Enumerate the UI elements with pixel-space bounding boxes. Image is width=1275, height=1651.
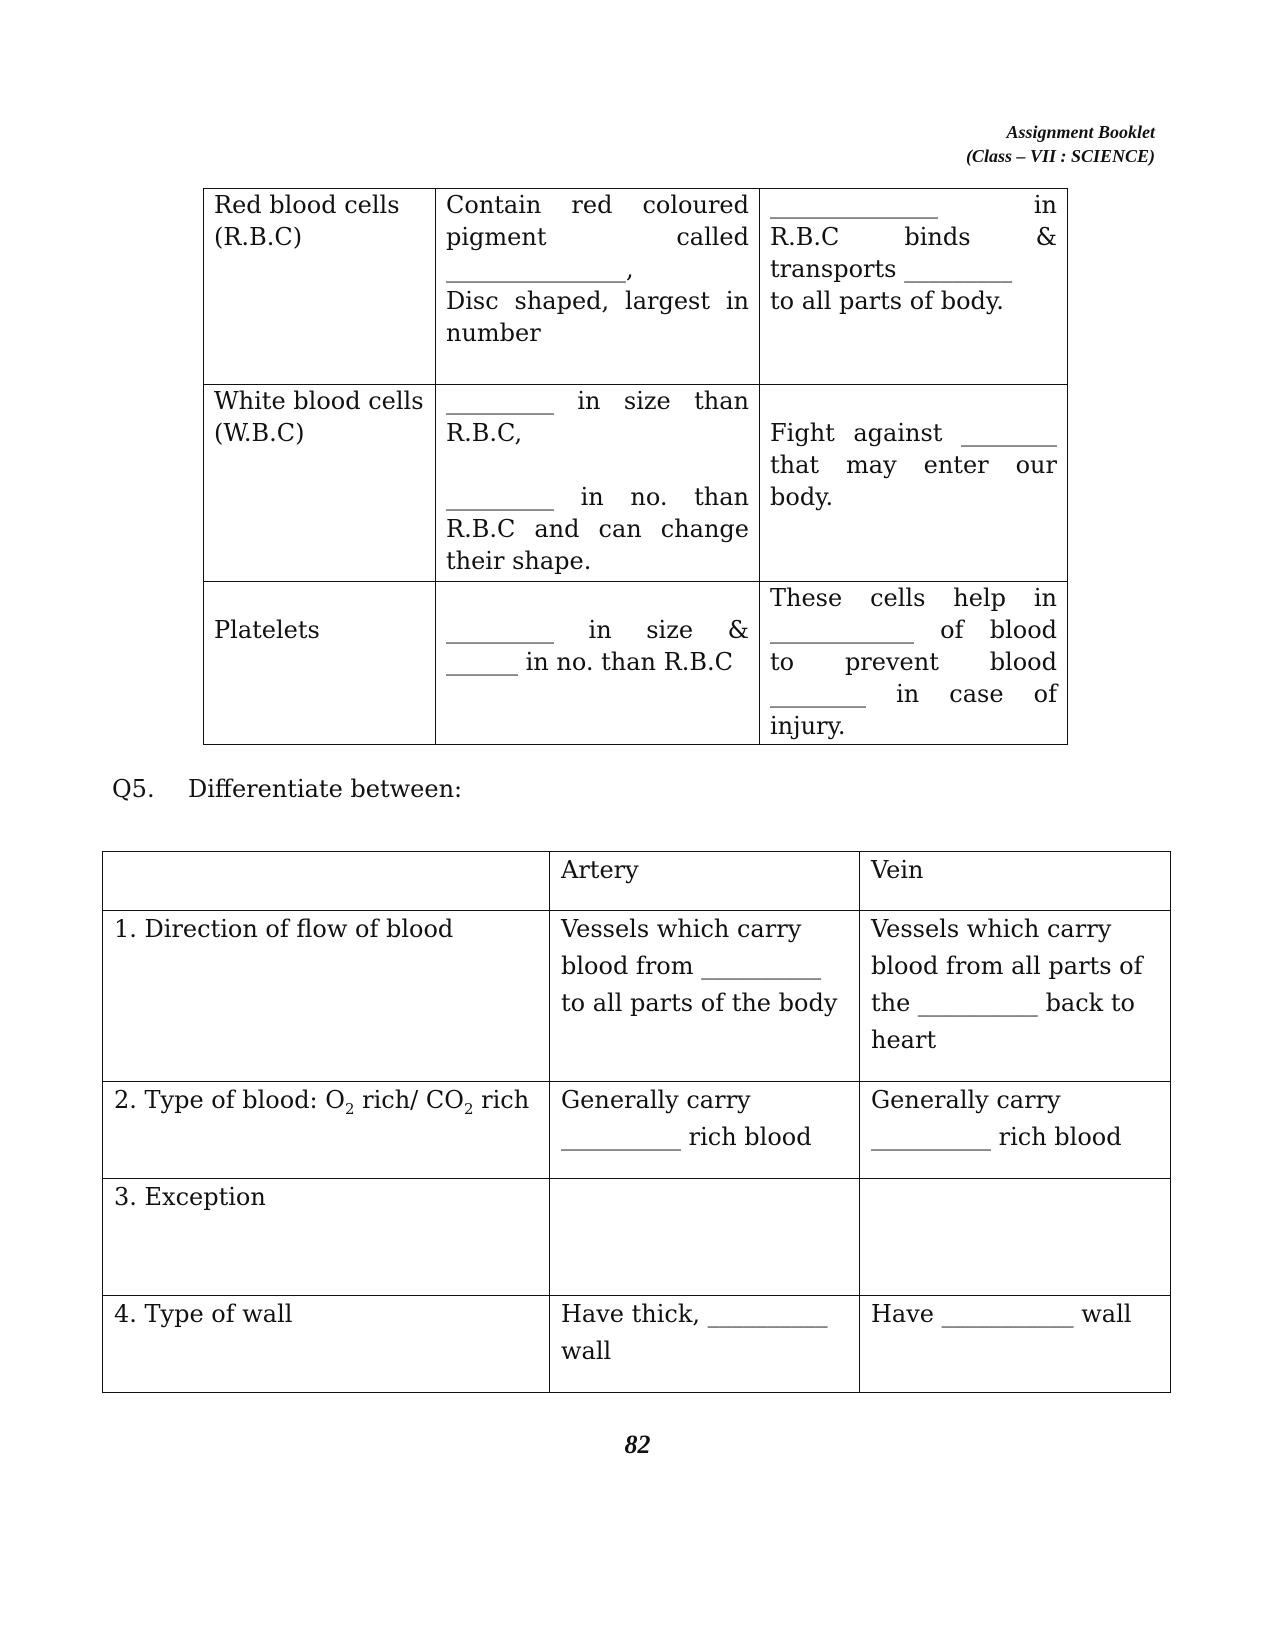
artery-cell xyxy=(550,1179,860,1296)
table-row xyxy=(103,1179,1171,1296)
row-label: 2. Type of blood: $O_2$ rich/ $CO_2$ rich xyxy=(103,1082,550,1179)
page-number: 82 xyxy=(624,1430,651,1459)
row-label: 3. Exception xyxy=(103,1179,550,1296)
header-cell-vein: Vein xyxy=(860,852,1171,911)
table-header-row xyxy=(103,852,1171,911)
artery-cell: Vessels which carry blood from __________ to all parts of the body xyxy=(550,911,860,1082)
question-number: Q5. xyxy=(112,775,155,803)
cell-description: _________ in size than R.B.C, _________ in no. than R.B.C and can change their shape. xyxy=(436,385,760,582)
table-row xyxy=(103,911,1171,1082)
cell-name: Platelets xyxy=(204,582,436,745)
cell-description: _________ in size & ______ in no. than R.B.C xyxy=(436,582,760,745)
header-title: Assignment Booklet xyxy=(1006,122,1155,142)
table-row xyxy=(204,582,1068,745)
vein-cell: Have ___________ wall xyxy=(860,1296,1171,1393)
artery-cell: Generally carry __________ rich blood xyxy=(550,1082,860,1179)
cell-description: Contain red coloured pigment called _______________, Disc shaped, largest in number xyxy=(436,189,760,385)
row-label: 4. Type of wall xyxy=(103,1296,550,1393)
vein-cell: Generally carry __________ rich blood xyxy=(860,1082,1171,1179)
vein-cell xyxy=(860,1179,1171,1296)
row-label: 1. Direction of flow of blood xyxy=(103,911,550,1082)
cell-function: These cells help in ____________ of blood to prevent blood ________ in case of injury. xyxy=(760,582,1068,745)
question-text: Differentiate between: xyxy=(188,775,463,803)
table-row xyxy=(204,189,1068,385)
cell-name: White blood cells (W.B.C) xyxy=(204,385,436,582)
header-cell-artery: Artery xyxy=(550,852,860,911)
cell-name: Red blood cells (R.B.C) xyxy=(204,189,436,385)
header-cell-empty xyxy=(103,852,550,911)
question-5 xyxy=(112,775,462,803)
table-row xyxy=(103,1082,1171,1179)
cell-function: ______________ in R.B.C binds & transports _________ to all parts of body. xyxy=(760,189,1068,385)
header-class: (Class – VII : SCIENCE) xyxy=(965,146,1155,166)
blood-components-table xyxy=(203,188,1068,745)
table-row xyxy=(204,385,1068,582)
vein-cell: Vessels which carry blood from all parts of the __________ back to heart xyxy=(860,911,1171,1082)
artery-vein-table xyxy=(102,851,1171,1393)
table-row xyxy=(103,1296,1171,1393)
cell-function: Fight against ________ that may enter our body. xyxy=(760,385,1068,582)
artery-cell: Have thick, __________ wall xyxy=(550,1296,860,1393)
booklet-header xyxy=(966,120,1155,168)
